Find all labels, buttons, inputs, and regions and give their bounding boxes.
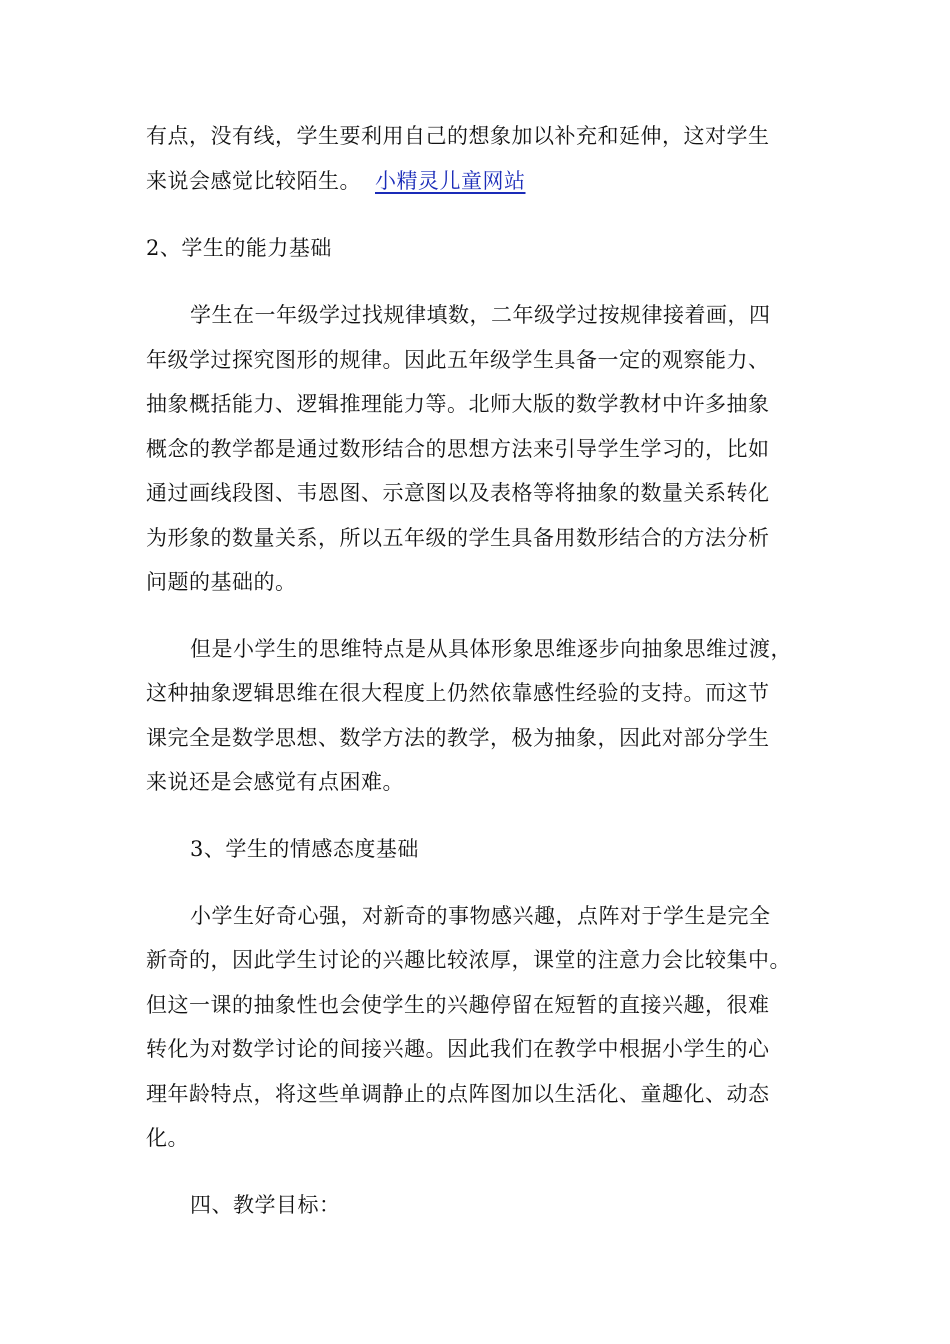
text-line: 转化为对数学讨论的间接兴趣。因此我们在教学中根据小学生的心 [146,1037,770,1061]
text-line: 抽象概括能力、逻辑推理能力等。北师大版的数学教材中许多抽象 [146,392,770,416]
text-span: 来说会感觉比较陌生。 [146,169,361,193]
text-line: 来说还是会感觉有点困难。 [146,770,404,794]
text-line: 但是小学生的思维特点是从具体形象思维逐步向抽象思维过渡， [190,637,792,661]
section-heading-ability: 2、学生的能力基础 [146,236,332,260]
text-line: 学生在一年级学过找规律填数，二年级学过按规律接着画，四 [190,303,771,327]
text-line: 化。 [146,1126,189,1150]
website-link[interactable]: 小精灵儿童网站 [375,169,526,193]
section-heading-emotion: 3、学生的情感态度基础 [190,837,419,861]
text-line: 年级学过探究图形的规律。因此五年级学生具备一定的观察能力、 [146,348,770,372]
text-line: 问题的基础的。 [146,570,297,594]
text-line: 理年龄特点，将这些单调静止的点阵图加以生活化、童趣化、动态 [146,1082,770,1106]
text-line: 为形象的数量关系，所以五年级的学生具备用数形结合的方法分析 [146,526,770,550]
text-line: 新奇的，因此学生讨论的兴趣比较浓厚，课堂的注意力会比较集中。 [146,948,791,972]
text-line: 课完全是数学思想、数学方法的教学，极为抽象，因此对部分学生 [146,726,770,750]
section-heading-objectives: 四、教学目标： [190,1193,341,1217]
text-line: 概念的教学都是通过数形结合的思想方法来引导学生学习的，比如 [146,437,770,461]
text-line: 但这一课的抽象性也会使学生的兴趣停留在短暂的直接兴趣，很难 [146,993,770,1017]
text-line: 这种抽象逻辑思维在很大程度上仍然依靠感性经验的支持。而这节 [146,681,770,705]
text-line: 通过画线段图、韦恩图、示意图以及表格等将抽象的数量关系转化 [146,481,770,505]
text-line: 有点，没有线，学生要利用自己的想象加以补充和延伸，这对学生 [146,124,770,148]
text-line [146,166,526,196]
text-line: 小学生好奇心强，对新奇的事物感兴趣，点阵对于学生是完全 [190,904,771,928]
